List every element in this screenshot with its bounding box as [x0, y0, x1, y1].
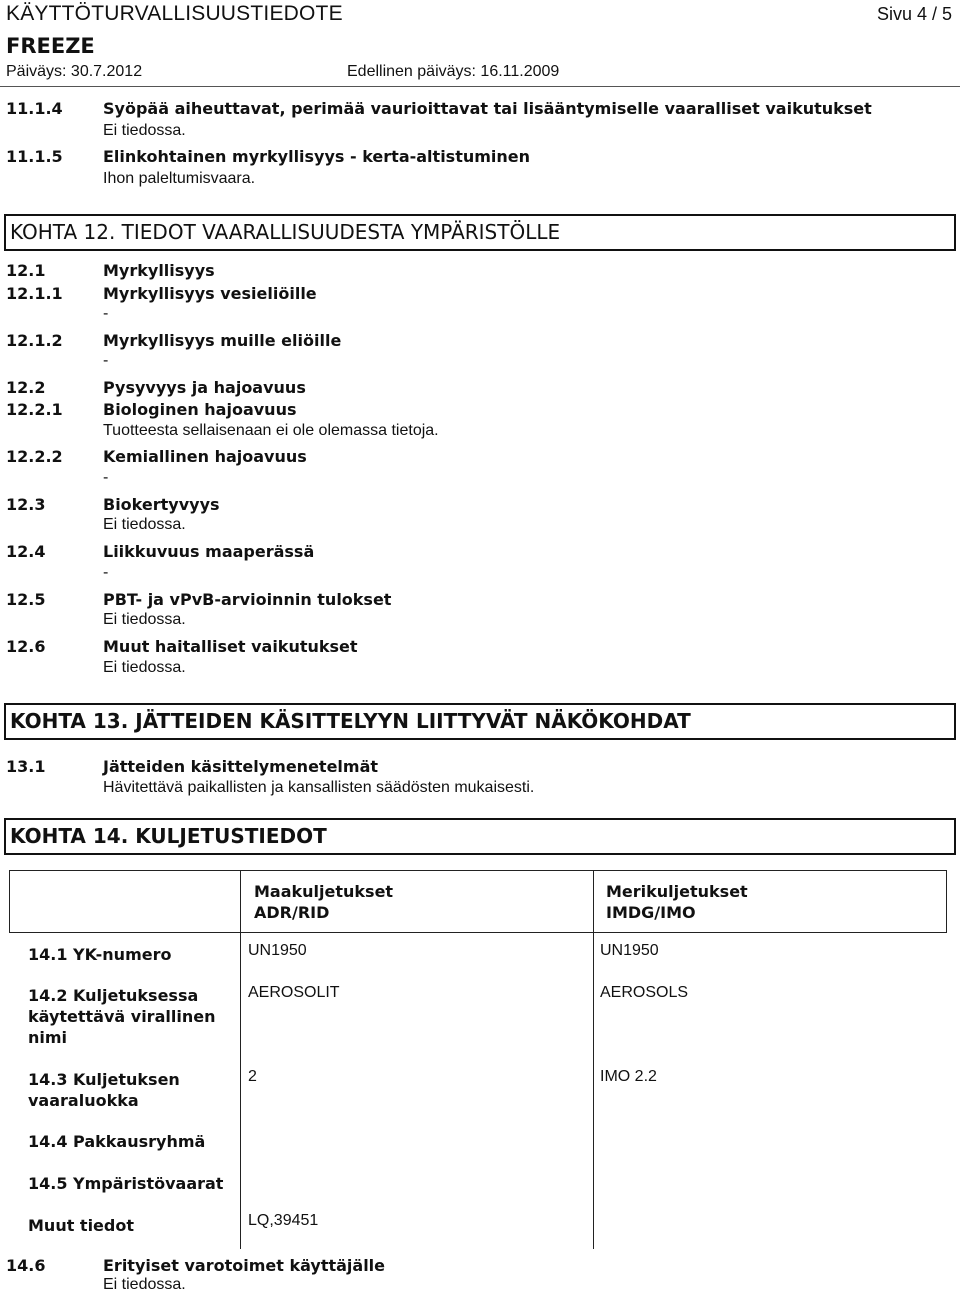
- table-border: [946, 870, 947, 932]
- document-title: KÄYTTÖTURVALLISUUSTIEDOTE: [6, 2, 343, 25]
- subsection-text: -: [103, 564, 109, 581]
- subsection-number: 11.1.4: [6, 99, 63, 118]
- table-border: [9, 932, 947, 933]
- subsection-title: Myrkyllisyys muille eliöille: [103, 331, 342, 350]
- subsection-12-1-1: [6, 284, 317, 303]
- subsection-number: 12.2.1: [6, 400, 63, 419]
- table-border: [593, 870, 594, 1249]
- subsection-title: Kemiallinen hajoavuus: [103, 447, 307, 466]
- land-transport-code: ADR/RID: [254, 903, 330, 922]
- subsection-number: 14.6: [6, 1256, 46, 1275]
- section-12-heading: KOHTA 12. TIEDOT VAARALLISUUDESTA YMPÄRISTÖLLE: [4, 214, 956, 251]
- subsection-text: Ihon paleltumisvaara.: [103, 170, 256, 187]
- issue-date: Päiväys: 30.7.2012: [6, 63, 143, 80]
- subsection-12-2-1: [6, 400, 296, 419]
- transport-land-value: 2: [248, 1068, 257, 1085]
- subsection-text: -: [103, 352, 109, 369]
- transport-sea-value: AEROSOLS: [600, 984, 689, 1001]
- subsection-title: Biologinen hajoavuus: [103, 400, 297, 419]
- transport-row-label: 14.5 Ympäristövaarat: [28, 1174, 224, 1193]
- transport-land-value: AEROSOLIT: [248, 984, 340, 1001]
- subsection-text: Tuotteesta sellaisenaan ei ole olemassa tietoja.: [103, 422, 439, 439]
- subsection-12-2: [6, 378, 306, 397]
- subsection-text: Ei tiedossa.: [103, 659, 186, 676]
- transport-row-label: 14.1 YK-numero: [28, 945, 172, 964]
- subsection-number: 12.5: [6, 590, 46, 609]
- table-border: [9, 870, 947, 871]
- subsection-number: 12.1: [6, 261, 46, 280]
- subsection-text: Ei tiedossa.: [103, 516, 186, 533]
- subsection-12-2-2: [6, 447, 307, 466]
- subsection-number: 12.1.2: [6, 331, 63, 350]
- transport-row-label: Muut tiedot: [28, 1216, 134, 1235]
- subsection-number: 12.4: [6, 542, 46, 561]
- page-number: Sivu 4 / 5: [876, 4, 952, 24]
- subsection-text: Ei tiedossa.: [103, 611, 186, 628]
- transport-row-label: 14.2 Kuljetuksessa käytettävä virallinen nimi: [28, 986, 216, 1047]
- transport-sea-value: IMO 2.2: [600, 1068, 657, 1085]
- subsection-number: 12.3: [6, 495, 46, 514]
- subsection-title: PBT- ja vPvB-arvioinnin tulokset: [103, 590, 392, 609]
- subsection-title: Pysyvyys ja hajoavuus: [103, 378, 306, 397]
- sea-transport-code: IMDG/IMO: [606, 903, 696, 922]
- previous-date: Edellinen päiväys: 16.11.2009: [347, 63, 560, 80]
- subsection-13-1: [6, 757, 378, 776]
- subsection-text: -: [103, 469, 109, 486]
- subsection-title: Erityiset varotoimet käyttäjälle: [103, 1256, 386, 1275]
- land-transport-header: [254, 881, 393, 923]
- product-name: FREEZE: [6, 34, 95, 58]
- subsection-number: 12.2.2: [6, 447, 63, 466]
- subsection-number: 12.1.1: [6, 284, 63, 303]
- transport-row-label: 14.3 Kuljetuksen vaaraluokka: [28, 1070, 180, 1110]
- subsection-12-4: [6, 542, 314, 561]
- subsection-number: 13.1: [6, 757, 46, 776]
- subsection-title: Syöpää aiheuttavat, perimää vaurioittavat tai lisääntymiselle vaaralliset vaikutukset: [103, 99, 872, 118]
- subsection-text: -: [103, 305, 109, 322]
- subsection-text: Ei tiedossa.: [103, 122, 186, 139]
- subsection-title: Myrkyllisyys vesieliöille: [103, 284, 317, 303]
- subsection-14-6: [6, 1256, 385, 1275]
- subsection-number: 12.6: [6, 637, 46, 656]
- subsection-number: 12.2: [6, 378, 46, 397]
- subsection-title: Biokertyvyys: [103, 495, 220, 514]
- subsection-11-1-5: [6, 147, 530, 166]
- transport-sea-value: UN1950: [600, 942, 659, 959]
- subsection-title: Elinkohtainen myrkyllisyys - kerta-altistuminen: [103, 147, 531, 166]
- table-border: [9, 870, 10, 932]
- subsection-11-1-4: [6, 99, 872, 118]
- subsection-12-3: [6, 495, 220, 514]
- subsection-12-1-2: [6, 331, 341, 350]
- subsection-12-6: [6, 637, 358, 656]
- subsection-12-1: [6, 261, 215, 280]
- subsection-12-5: [6, 590, 391, 609]
- subsection-number: 11.1.5: [6, 147, 63, 166]
- sea-transport-header: [606, 881, 748, 923]
- transport-row-label: 14.4 Pakkausryhmä: [28, 1132, 206, 1151]
- land-transport-label: Maakuljetukset: [254, 882, 394, 901]
- section-14-heading: KOHTA 14. KULJETUSTIEDOT: [4, 818, 956, 855]
- sea-transport-label: Merikuljetukset: [606, 882, 748, 901]
- subsection-title: Jätteiden käsittelymenetelmät: [103, 757, 379, 776]
- subsection-title: Myrkyllisyys: [103, 261, 215, 280]
- subsection-title: Liikkuvuus maaperässä: [103, 542, 315, 561]
- section-13-heading: KOHTA 13. JÄTTEIDEN KÄSITTELYYN LIITTYVÄT NÄKÖKOHDAT: [4, 703, 956, 740]
- subsection-text: Ei tiedossa.: [103, 1276, 186, 1293]
- header-divider: [0, 86, 960, 87]
- subsection-text: Hävitettävä paikallisten ja kansallisten säädösten mukaisesti.: [103, 779, 535, 796]
- transport-land-value: LQ,39451: [248, 1212, 319, 1229]
- subsection-title: Muut haitalliset vaikutukset: [103, 637, 358, 656]
- transport-land-value: UN1950: [248, 942, 307, 959]
